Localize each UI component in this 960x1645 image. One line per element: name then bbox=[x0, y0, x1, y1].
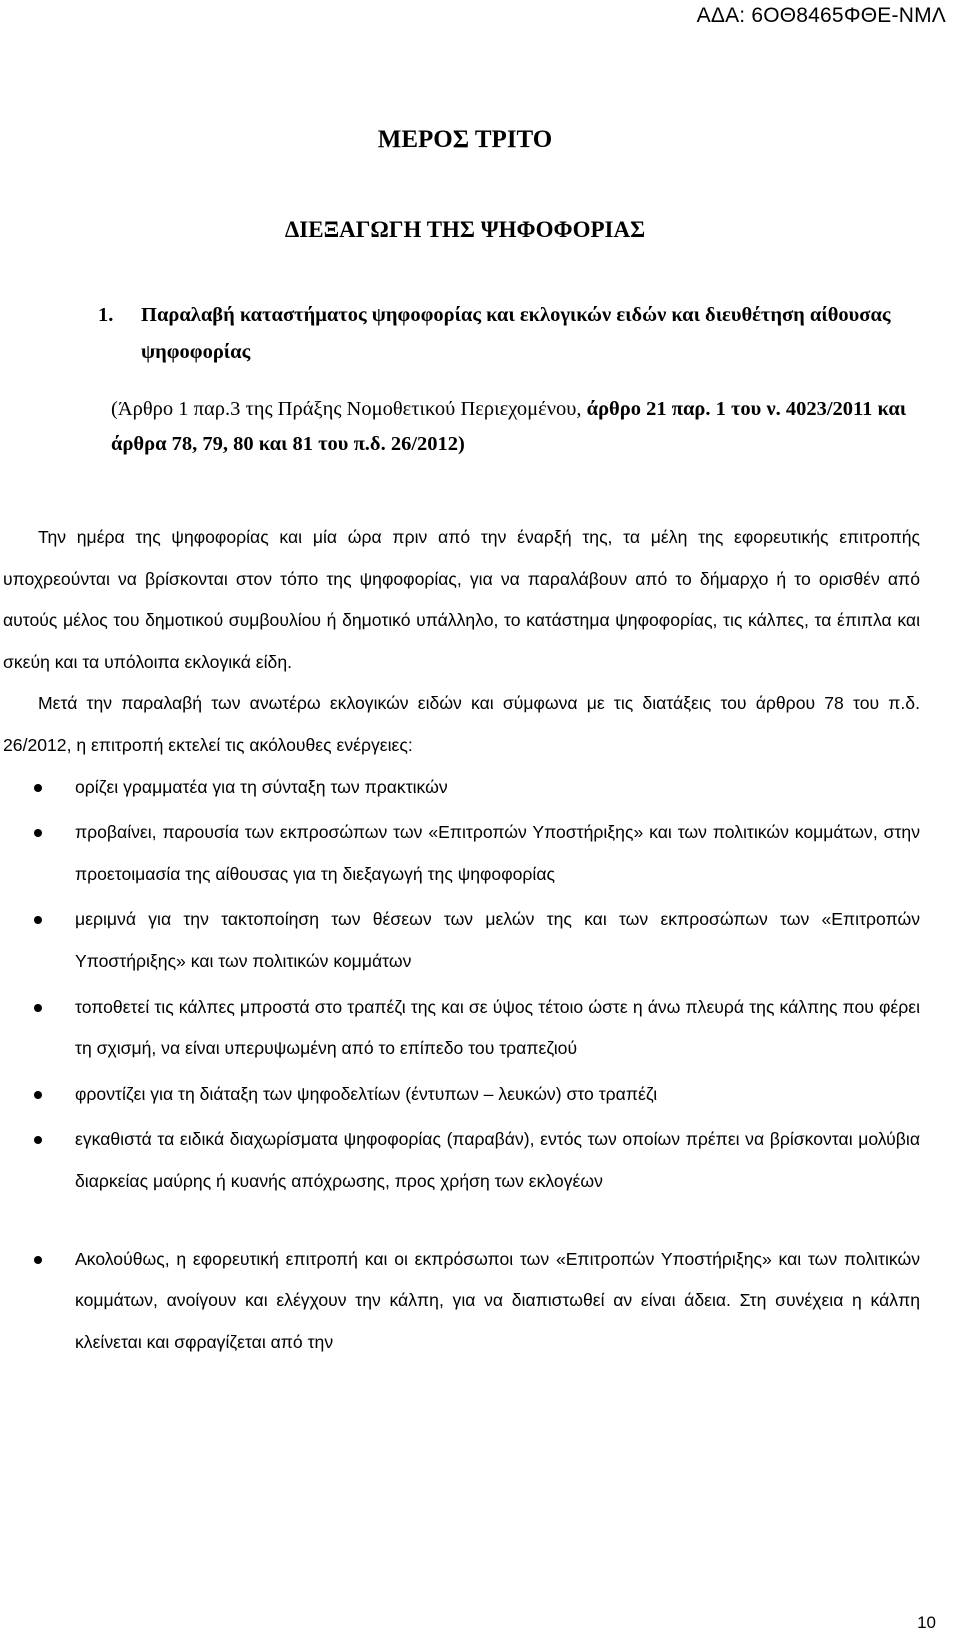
bullet-icon bbox=[34, 1004, 42, 1012]
part-title: ΜΕΡΟΣ ΤΡΙΤΟ bbox=[377, 126, 553, 153]
chapter-title: ΔΙΕΞΑΓΩΓΗ ΤΗΣ ΨΗΦΟΦΟΡΙΑΣ bbox=[284, 217, 646, 242]
legal-reference-part1: (Άρθρο 1 παρ.3 της Πράξης Νομοθετικού Περιεχομένου, bbox=[111, 398, 587, 420]
bullet-icon bbox=[34, 829, 42, 837]
bullet-icon bbox=[34, 1256, 42, 1264]
bullet-icon bbox=[34, 1091, 42, 1099]
legal-reference-part2: άρθρο 21 παρ. 1 του ν. 4023/2011 και άρθρα 78, 79, 80 και 81 του π.δ. 26/2012) bbox=[111, 398, 907, 455]
section-heading-text: Παραλαβή καταστήματος ψηφοφορίας και εκλογικών ειδών και διευθέτηση αίθουσας ψηφοφορίας bbox=[141, 304, 891, 363]
bullet-icon bbox=[34, 916, 42, 924]
list-item-text: φροντίζει για τη διάταξη των ψηφοδελτίων (έντυπων – λευκών) στο τραπέζι bbox=[75, 1083, 658, 1104]
list-item bbox=[3, 812, 920, 895]
list-item-text: προβαίνει, παρουσία των εκπροσώπων των «Επιτροπών Υποστήριξης» και των πολιτικών κομμάτων, στην προετοιμασία της αίθουσας για τη διεξαγωγή της ψηφοφορίας bbox=[75, 822, 920, 884]
list-item bbox=[3, 1239, 920, 1364]
paragraph-2: Μετά την παραλαβή των ανωτέρω εκλογικών ειδών και σύμφωνα με τις διατάξεις του άρθρου 78 του π.δ. 26/2012, η επιτροπή εκτελεί τις ακόλουθες ενέργειες: bbox=[3, 693, 920, 755]
paragraph-1: Την ημέρα της ψηφοφορίας και μία ώρα πριν από την έναρξή της, τα μέλη της εφορευτικής επιτροπής υποχρεούνται να βρίσκονται στον τόπο της ψηφοφορίας, για να παραλάβουν από το δήμαρχο ή το ορισθέν από αυτούς μέλος του δημοτικού συμβουλίου ή δημοτικό υπάλληλο, το κατάστημα ψηφοφορίας, τις κάλπες, τα έπιπλα και σκεύη και τα υπόλοιπα εκλογικά είδη. bbox=[3, 527, 920, 672]
list-item bbox=[3, 987, 920, 1070]
list-item bbox=[3, 899, 920, 982]
section-heading bbox=[98, 297, 931, 371]
legal-reference bbox=[111, 392, 941, 462]
section-number: 1. bbox=[98, 304, 114, 326]
list-item-text: ορίζει γραμματέα για τη σύνταξη των πρακτικών bbox=[75, 776, 448, 797]
ada-code: ΑΔΑ: 6ΟΘ8465ΦΘΕ-ΝΜΛ bbox=[696, 4, 946, 27]
list-item-text: μεριμνά για την τακτοποίηση των θέσεων των μελών της και των εκπροσώπων των «Επιτροπών Υποστήριξης» και των πολιτικών κομμάτων bbox=[75, 909, 920, 971]
actions-list bbox=[3, 767, 920, 1364]
list-item bbox=[3, 1074, 920, 1116]
list-item-text: τοποθετεί τις κάλπες μπροστά στο τραπέζι της και σε ύψος τέτοιο ώστε η άνω πλευρά της κάλπης που φέρει τη σχισμή, να είναι υπερυψωμένη από το επίπεδο του τραπεζιού bbox=[75, 996, 920, 1059]
list-item-text: εγκαθιστά τα ειδικά διαχωρίσματα ψηφοφορίας (παραβάν), εντός των οποίων πρέπει να βρίσκονται μολύβια διαρκείας μαύρης ή κυανής απόχρωσης, προς χρήση των εκλογέων bbox=[75, 1129, 920, 1191]
bullet-icon bbox=[34, 1136, 42, 1144]
document-body bbox=[3, 517, 920, 1363]
list-item bbox=[3, 767, 920, 809]
bullet-icon bbox=[34, 784, 42, 792]
list-item-text: Ακολούθως, η εφορευτική επιτροπή και οι εκπρόσωποι των «Επιτροπών Υποστήριξης» και των πολιτικών κομμάτων, ανοίγουν και ελέγχουν την κάλπη, για να διαπιστωθεί αν είναι άδεια. Στη συνέχεια η κάλπη κλείνεται και σφραγίζεται από την bbox=[75, 1248, 920, 1352]
list-item bbox=[3, 1119, 920, 1202]
page-number: 10 bbox=[917, 1613, 936, 1632]
